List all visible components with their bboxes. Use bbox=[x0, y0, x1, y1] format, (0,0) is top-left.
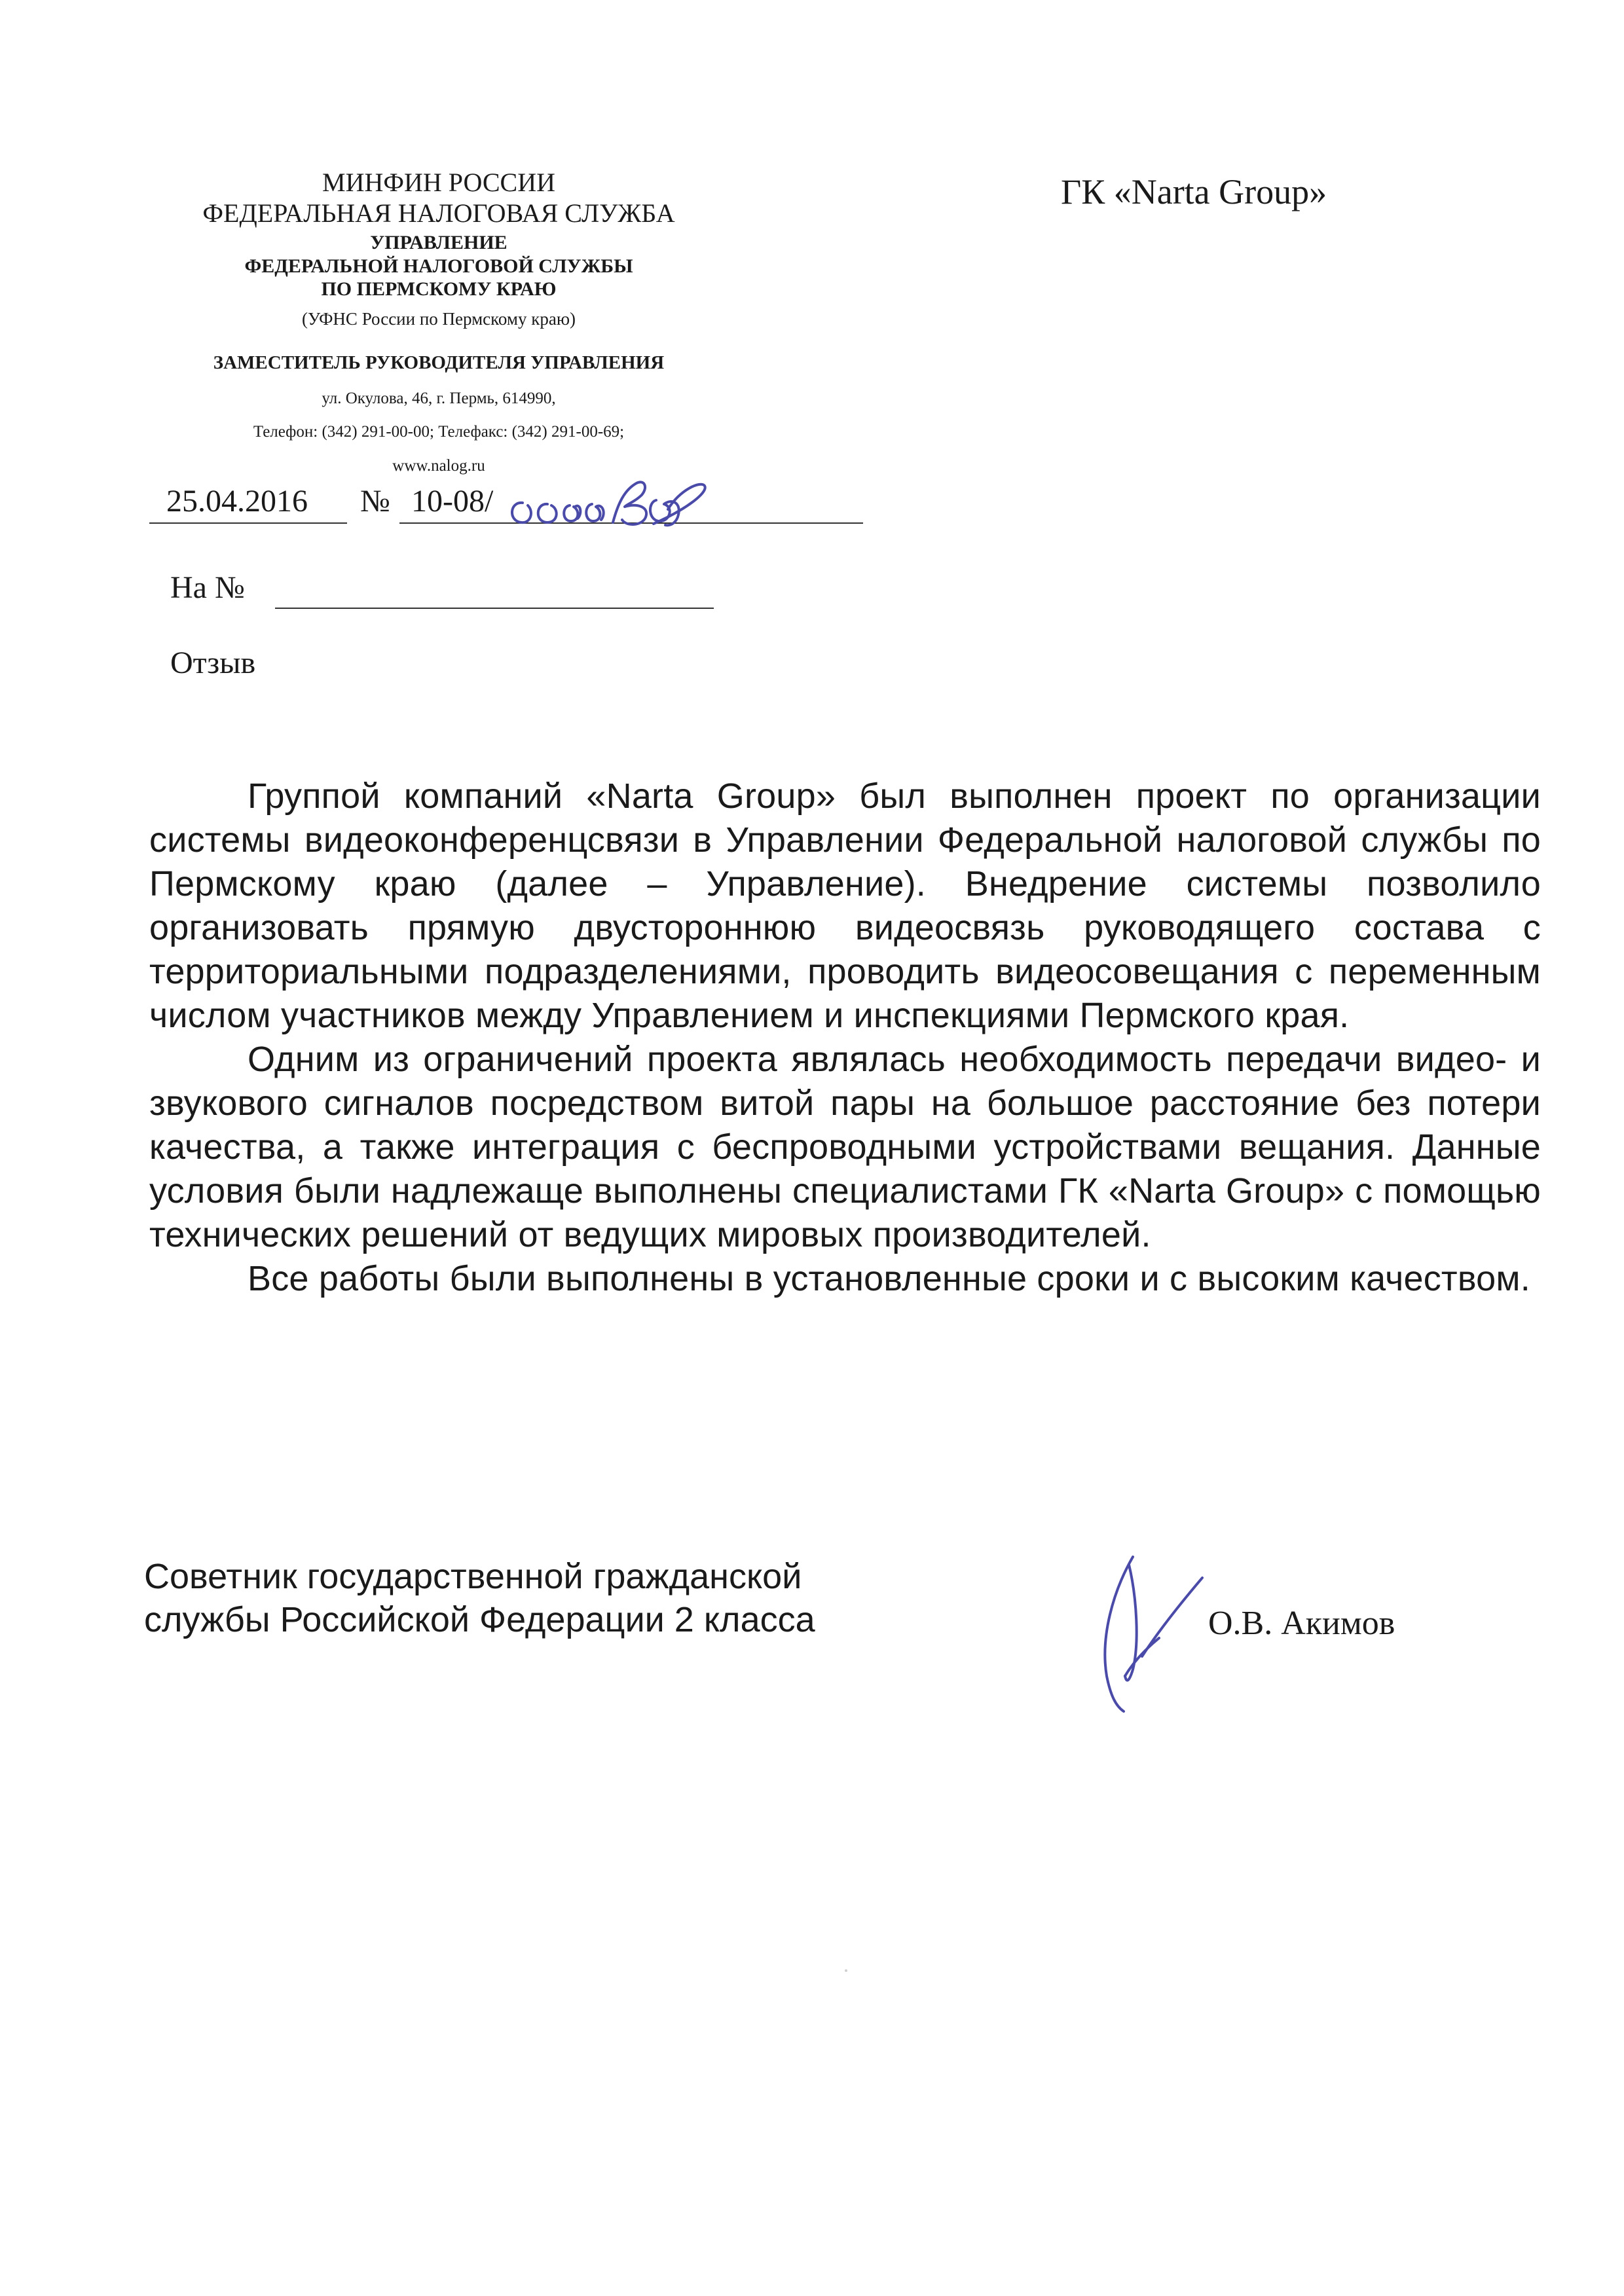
department-line-3: ПО ПЕРМСКОМУ КРАЮ bbox=[321, 278, 557, 301]
ministry-name: МИНФИН РОССИИ bbox=[322, 168, 555, 197]
reference-label: На № bbox=[170, 570, 245, 605]
letterhead bbox=[151, 167, 727, 475]
scan-speck bbox=[845, 1969, 847, 1972]
signatory-position bbox=[144, 1555, 815, 1641]
document-number-prefix: 10-08/ bbox=[411, 484, 494, 519]
department-short-name: (УФНС России по Пермскому краю) bbox=[302, 308, 576, 329]
website: www.nalog.ru bbox=[392, 456, 485, 475]
deputy-title: ЗАМЕСТИТЕЛЬ РУКОВОДИТЕЛЯ УПРАВЛЕНИЯ bbox=[213, 352, 665, 374]
signatory-position-line-2: службы Российской Федерации 2 класса bbox=[144, 1600, 815, 1639]
number-sign: № bbox=[360, 484, 390, 519]
body-paragraph-3: Все работы были выполнены в установленные сроки и с высоким качеством. bbox=[248, 1259, 1530, 1298]
document-date: 25.04.2016 bbox=[149, 483, 347, 524]
reference-number-line bbox=[275, 608, 714, 609]
document-type: Отзыв bbox=[170, 646, 256, 680]
postal-address: ул. Окулова, 46, г. Пермь, 614990, bbox=[322, 389, 556, 407]
handwritten-number-icon bbox=[496, 464, 712, 536]
signatory-position-line-1: Советник государственной гражданской bbox=[144, 1557, 802, 1596]
contact-phones: Телефон: (342) 291-00-00; Телефакс: (342) 291-00-69; bbox=[253, 423, 625, 441]
body-paragraph-2: Одним из ограничений проекта являлась необходимость передачи видео- и звукового сигналов посредством витой пары на большое расстояние без потери качества, а также интеграция с беспроводными устройствами вещания. Данные условия были надлежаще выполнены специалистами ГК «Narta Group» с помощью технических решений от ведущих мировых производителей. bbox=[149, 1040, 1541, 1254]
body-paragraph-1: Группой компаний «Narta Group» был выполнен проект по организации системы видеоконференцсвязи в Управлении Федеральной налоговой службы по Пермскому краю (далее – Управление). Внедрение системы позволило организовать прямую двустороннюю видеосвязь руководящего состава с территориальными подразделениями, проводить видеосовещания с переменным числом участников между Управлением и инспекциями Пермского края. bbox=[149, 776, 1541, 1035]
registration-row bbox=[149, 483, 726, 530]
department-line-1: УПРАВЛЕНИЕ bbox=[370, 232, 507, 254]
handwritten-signature-icon bbox=[1074, 1552, 1231, 1722]
addressee: ГК «Narta Group» bbox=[1061, 172, 1327, 211]
service-name: ФЕДЕРАЛЬНАЯ НАЛОГОВАЯ СЛУЖБА bbox=[202, 198, 675, 228]
signatory-name: О.В. Акимов bbox=[1208, 1605, 1395, 1642]
department-line-2: ФЕДЕРАЛЬНОЙ НАЛОГОВОЙ СЛУЖБЫ bbox=[244, 255, 633, 277]
letter-body bbox=[149, 774, 1541, 1301]
